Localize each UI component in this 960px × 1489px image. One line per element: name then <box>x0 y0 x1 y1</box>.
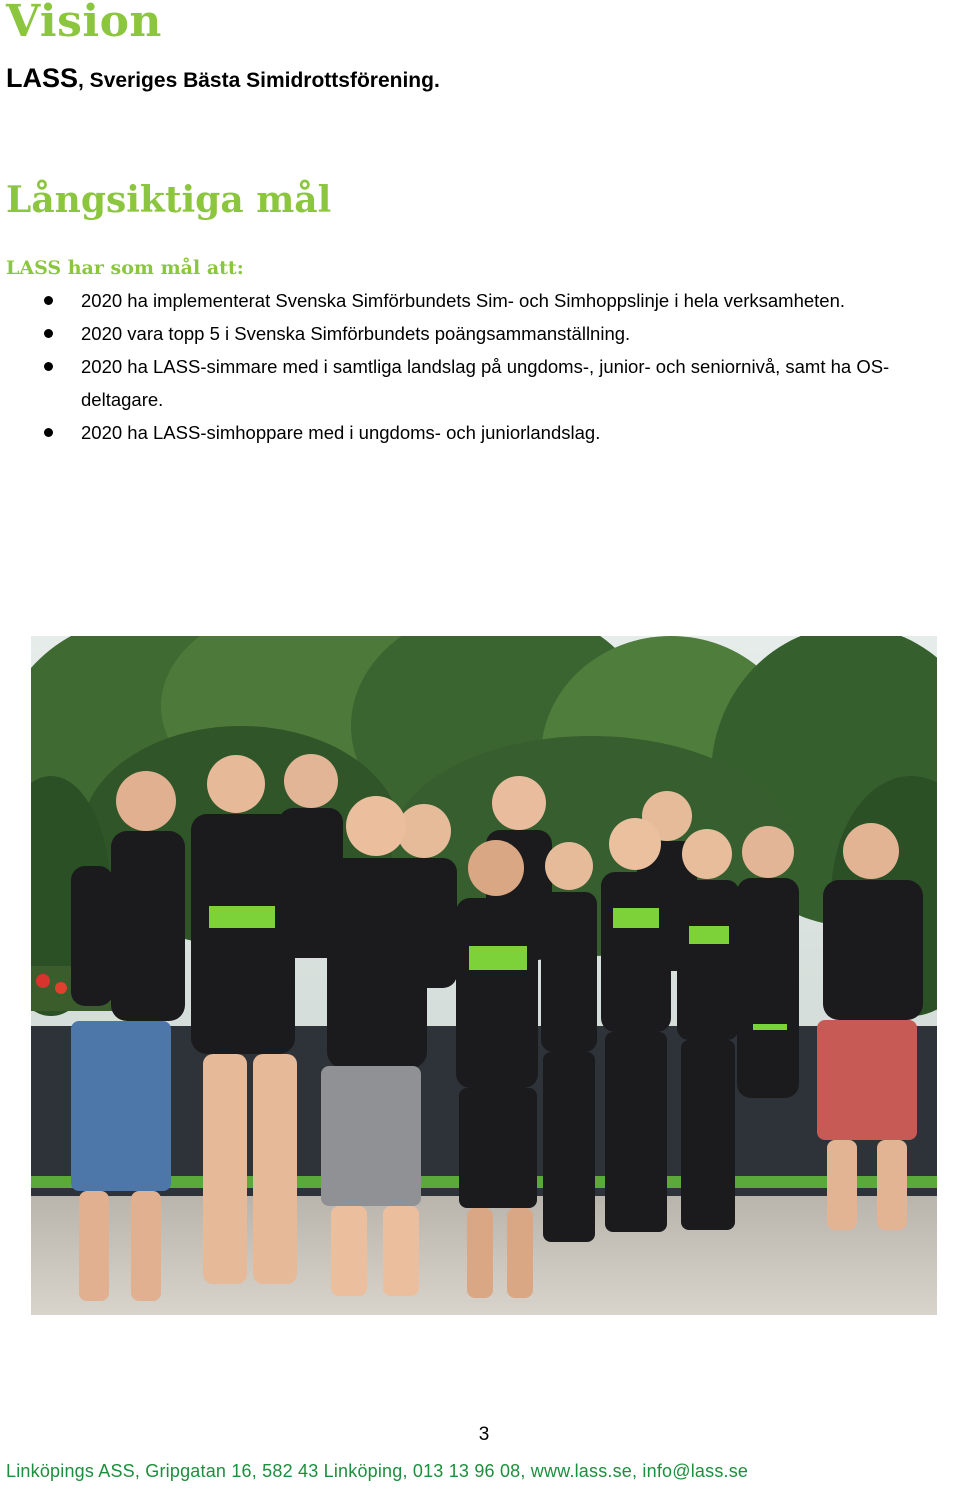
goal-item <box>0 317 960 350</box>
bullet-icon <box>44 329 53 338</box>
team-photo <box>31 636 937 1315</box>
bullet-icon <box>44 428 53 437</box>
footer-contact: Linköpings ASS, Gripgatan 16, 582 43 Linköping, 013 13 96 08, www.lass.se, info@lass.se <box>6 1461 749 1481</box>
page-number: 3 <box>478 1424 490 1445</box>
vision-statement: , Sveriges Bästa Simidrottsförening. <box>78 69 440 92</box>
vision-subtitle <box>6 62 440 99</box>
goal-item <box>0 350 960 416</box>
goal-text: 2020 vara topp 5 i Svenska Simförbundets poängsammanställning. <box>81 323 631 344</box>
vision-brand: LASS <box>6 63 79 93</box>
goals-title: Långsiktiga mål <box>6 179 332 221</box>
goal-text: 2020 ha LASS-simmare med i samtliga landslag på ungdoms-, junior- och seniornivå, samt ha OS-deltagare. <box>81 356 890 410</box>
bullet-icon <box>44 296 53 305</box>
goal-item <box>0 416 960 449</box>
team-photo-illustration <box>31 636 937 1315</box>
goal-item <box>0 284 960 317</box>
goals-list <box>0 284 960 449</box>
goals-intro: LASS har som mål att: <box>6 257 244 279</box>
bullet-icon <box>44 362 53 371</box>
goal-text: 2020 ha implementerat Svenska Simförbundets Sim- och Simhoppslinje i hela verksamheten. <box>81 290 846 311</box>
goal-text: 2020 ha LASS-simhoppare med i ungdoms- och juniorlandslag. <box>81 422 601 443</box>
vision-title: Vision <box>6 0 162 47</box>
